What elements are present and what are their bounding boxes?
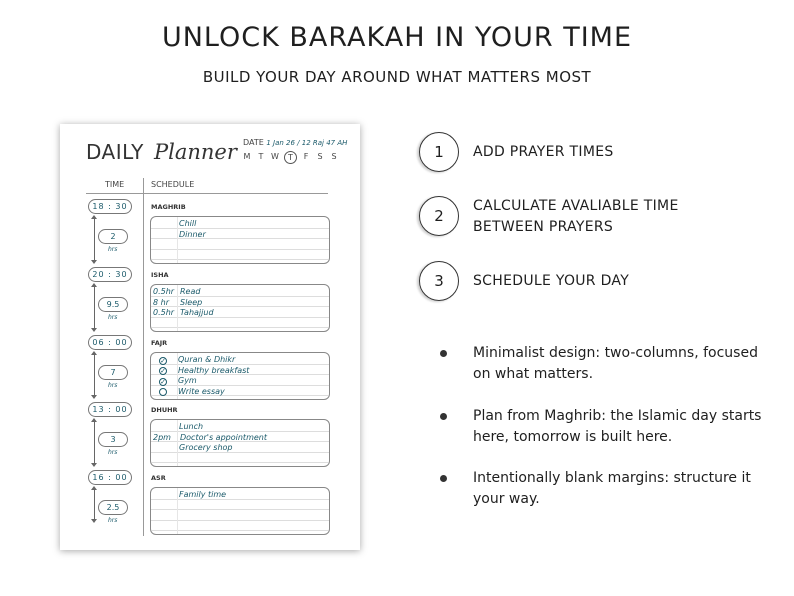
hrs-label: hrs — [108, 314, 118, 321]
duration-pill: 2.5 — [98, 500, 128, 515]
planner-heading-daily: DAILY — [86, 140, 144, 164]
task-time: 0.5hr — [153, 287, 175, 296]
task-text: Lunch — [179, 422, 204, 431]
duration-pill: 3 — [98, 432, 128, 447]
hrs-label: hrs — [108, 382, 118, 389]
prayer-name-label: MAGHRIB — [151, 203, 186, 211]
margin-line — [177, 217, 178, 263]
schedule-box — [150, 216, 330, 264]
task-time: 8 hr — [153, 297, 169, 307]
task-time: 0.5hr — [153, 308, 175, 317]
planner-sheet — [60, 124, 360, 550]
prayer-name-label: FAJR — [151, 339, 168, 347]
margin-line — [177, 488, 178, 534]
time-pill: 18 : 30 — [88, 199, 132, 214]
time-pill: 20 : 30 — [88, 267, 132, 282]
feature-text: Intentionally blank margins: structure it your way. — [473, 470, 751, 507]
task-text: Write essay — [178, 386, 225, 396]
step-text: CALCULATE AVALIABLE TIME BETWEEN PRAYERS — [473, 198, 679, 235]
step-number-badge: 3 — [419, 261, 459, 301]
task-text: Healthy breakfast — [178, 365, 250, 375]
step-number-badge: 1 — [419, 132, 459, 172]
duration-pill: 9.5 — [98, 297, 128, 312]
step-number-badge: 2 — [419, 196, 459, 236]
bullet-dot — [440, 475, 447, 482]
duration-pill: 2 — [98, 229, 128, 244]
duration-arrow — [94, 354, 95, 396]
weekday: M — [243, 152, 251, 161]
task-text: Read — [180, 287, 201, 296]
task-text: Tahajjud — [180, 308, 214, 317]
planner-heading-planner: Planner — [154, 140, 237, 164]
schedule-box — [150, 352, 330, 400]
task-text: Doctor's appointment — [180, 432, 267, 442]
checked-icon: ✓ — [160, 377, 166, 386]
schedule-box — [150, 419, 330, 467]
time-pill: 13 : 00 — [88, 402, 132, 417]
weekday: T — [258, 152, 264, 161]
task-text: Grocery shop — [179, 443, 233, 452]
weekday: F — [303, 152, 309, 161]
task-text: Chill — [179, 219, 197, 228]
duration-arrow — [94, 286, 95, 329]
task-text: Sleep — [180, 297, 203, 307]
prayer-name-label: ASR — [151, 474, 166, 482]
feature-text: Minimalist design: two-columns, focused on what matters. — [473, 345, 758, 382]
weekday-selected: T — [284, 151, 297, 164]
schedule-box — [150, 487, 330, 535]
weekday: S — [317, 152, 323, 161]
weekday: S — [331, 152, 337, 161]
weekday: W — [271, 152, 279, 161]
checked-icon: ✓ — [160, 367, 166, 375]
weekday-row — [242, 151, 339, 164]
step-text: SCHEDULE YOUR DAY — [473, 273, 630, 289]
header-divider — [86, 193, 328, 194]
checked-icon: ✓ — [160, 356, 166, 365]
prayer-name-label: ISHA — [151, 271, 169, 279]
feature-text: Plan from Maghrib: the Islamic day starts here, tomorrow is built here. — [473, 408, 762, 445]
hrs-label: hrs — [108, 246, 118, 253]
bullet-dot — [440, 350, 447, 357]
unchecked-icon — [159, 388, 167, 396]
task-text: Quran & Dhikr — [178, 355, 236, 364]
task-text: Family time — [179, 490, 227, 499]
duration-arrow — [94, 218, 95, 261]
time-pill: 16 : 00 — [88, 470, 132, 485]
schedule-column-header: SCHEDULE — [151, 180, 195, 189]
date-label: DATE — [243, 138, 264, 147]
subtitle: BUILD YOUR DAY AROUND WHAT MATTERS MOST — [202, 68, 592, 86]
time-pill: 06 : 00 — [88, 335, 132, 350]
margin-line — [177, 285, 178, 331]
margin-line — [177, 420, 178, 466]
task-time: 2pm — [153, 432, 171, 442]
schedule-box — [150, 284, 330, 332]
duration-pill: 7 — [98, 365, 128, 380]
column-divider — [143, 178, 144, 536]
duration-arrow — [94, 421, 95, 464]
hrs-label: hrs — [108, 449, 118, 456]
prayer-name-label: DHUHR — [151, 406, 178, 414]
date-field — [243, 138, 347, 147]
date-value: 1 Jan 26 / 12 Raj 47 AH — [266, 139, 348, 147]
main-title: UNLOCK BARAKAH IN YOUR TIME — [161, 22, 633, 53]
step-text: ADD PRAYER TIMES — [473, 144, 614, 160]
hrs-label: hrs — [108, 517, 118, 524]
time-column-header: TIME — [105, 180, 125, 189]
duration-arrow — [94, 489, 95, 520]
task-text: Dinner — [179, 229, 206, 239]
task-text: Gym — [178, 376, 197, 385]
bullet-dot — [440, 413, 447, 420]
